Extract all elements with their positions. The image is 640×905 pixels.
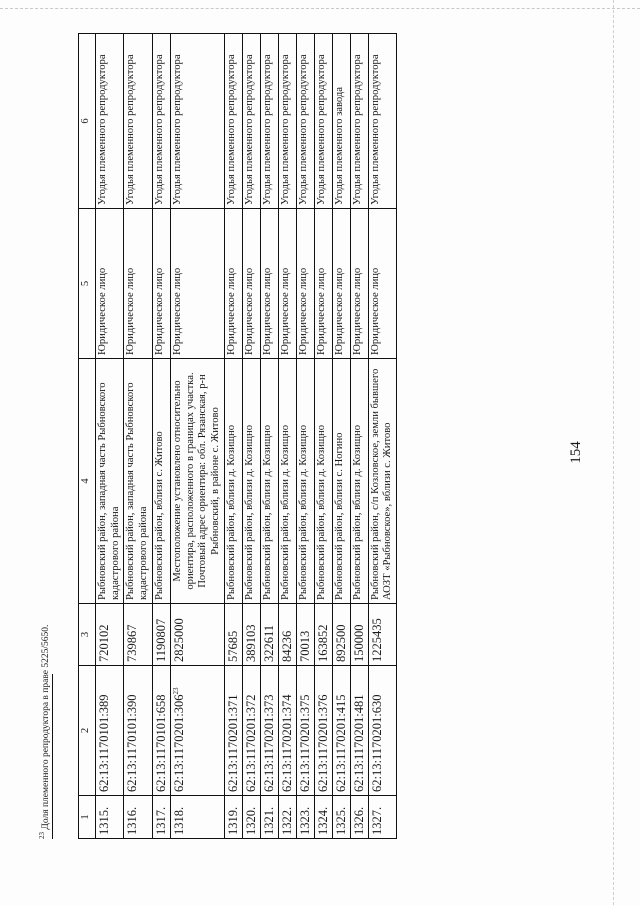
location-cell-text: Рыбновский район, вблизи д. Козищно: [279, 424, 291, 600]
location-cell-text: Рыбновский район, вблизи д. Козищно: [315, 424, 327, 600]
table-row: [170, 34, 224, 839]
cadastral-number-cell-text: 62:13:1170201:373: [261, 694, 276, 792]
cadastral-number-cell: [296, 666, 314, 796]
row-number-cell-text: 1325.: [333, 806, 348, 835]
area-cell: [96, 604, 124, 666]
land-purpose-cell-text: Угодья племенного репродуктора: [97, 54, 108, 205]
location-cell: [296, 359, 314, 604]
row-number-cell: [96, 796, 124, 839]
owner-type-cell: [224, 209, 242, 359]
footnote: [38, 625, 51, 839]
row-number-cell: [314, 796, 332, 839]
table-row: [368, 34, 396, 839]
footnote-text: Доля племенного репродуктора в праве 5225/5650.: [41, 624, 52, 830]
row-number-cell-text: 1319.: [225, 806, 240, 835]
column-header: 4: [79, 359, 96, 604]
area-cell-text: 1190807: [153, 618, 168, 662]
row-number-cell: [260, 796, 278, 839]
table-row: [96, 34, 124, 839]
area-cell: [260, 604, 278, 666]
location-cell: [314, 359, 332, 604]
area-cell-text: 892500: [333, 624, 348, 662]
table-row: [124, 34, 152, 839]
footnote-mark: 23: [38, 832, 46, 839]
land-purpose-cell-text: Угодья племенного репродуктора: [315, 54, 327, 205]
location-cell: [124, 359, 152, 604]
cadastral-number-cell: [350, 666, 368, 796]
area-cell: [332, 604, 350, 666]
land-purpose-cell: [152, 34, 170, 209]
row-number-cell-text: 1323.: [297, 806, 312, 835]
owner-type-cell-text: Юридическое лицо: [225, 267, 237, 355]
location-cell: [96, 359, 124, 604]
land-purpose-cell-text: Угодья племенного репродуктора: [125, 54, 137, 205]
owner-type-cell-text: Юридическое лицо: [351, 267, 363, 355]
land-purpose-cell-text: Угодья племенного репродуктора: [153, 54, 165, 205]
land-purpose-cell-text: Угодья племенного репродуктора: [279, 54, 291, 205]
area-cell-text: 57685: [225, 630, 240, 662]
parcels-table: [78, 33, 397, 839]
land-purpose-cell: [368, 34, 396, 209]
row-number-cell: [278, 796, 296, 839]
column-header: 5: [79, 209, 96, 359]
location-cell: [242, 359, 260, 604]
area-cell-text: 720102: [97, 624, 111, 662]
row-number-cell-text: 1316.: [125, 806, 140, 835]
land-purpose-cell-text: Угодья племенного репродуктора: [171, 54, 183, 205]
area-cell: [368, 604, 396, 666]
row-number-cell: [152, 796, 170, 839]
location-cell: [368, 359, 396, 604]
land-purpose-cell-text: Угодья племенного репродуктора: [297, 54, 309, 205]
footnote-divider: [52, 674, 53, 839]
cadastral-number-cell-text: 62:13:1170201:415: [333, 694, 348, 792]
area-cell-text: 739867: [125, 624, 140, 662]
table-row: [242, 34, 260, 839]
cadastral-number-cell-text: 62:13:1170201:372: [243, 694, 258, 792]
cadastral-number-cell: [96, 666, 124, 796]
cadastral-number-cell-text: 62:13:1170101:658: [153, 694, 168, 792]
location-cell-text: Рыбновский район, вблизи д. Козищно: [225, 424, 237, 600]
land-purpose-cell-text: Угодья племенного репродуктора: [243, 54, 255, 205]
land-purpose-cell-text: Угодья племенного репродуктора: [351, 54, 363, 205]
location-cell-text: Рыбновский район, западная часть Рыбновского кадастрового района: [125, 382, 150, 600]
location-cell-text: Рыбновский район, вблизи с. Житово: [153, 431, 165, 600]
land-purpose-cell-text: Угодья племенного завода: [333, 86, 345, 205]
owner-type-cell: [242, 209, 260, 359]
area-cell: [224, 604, 242, 666]
owner-type-cell: [350, 209, 368, 359]
table-row: [260, 34, 278, 839]
cadastral-number-cell: [152, 666, 170, 796]
page-number: 154: [568, 441, 584, 464]
cadastral-number-cell: [368, 666, 396, 796]
cadastral-number-cell-text: 62:13:1170201:371: [225, 694, 240, 792]
row-number-cell-text: 1318.: [171, 806, 186, 835]
location-cell-text: Рыбновский район, вблизи д. Козищно: [261, 424, 273, 600]
area-cell-text: 389103: [243, 624, 258, 662]
row-number-cell: [242, 796, 260, 839]
owner-type-cell-text: Юридическое лицо: [333, 267, 345, 355]
cadastral-number-cell: [332, 666, 350, 796]
area-cell-text: 2825000: [171, 618, 186, 662]
area-cell: [296, 604, 314, 666]
owner-type-cell: [368, 209, 396, 359]
owner-type-cell: [170, 209, 224, 359]
cadastral-number-cell-text: 62:13:1170201:376: [315, 694, 330, 792]
land-purpose-cell: [296, 34, 314, 209]
area-cell-text: 163852: [315, 624, 330, 662]
owner-type-cell: [278, 209, 296, 359]
land-purpose-cell: [278, 34, 296, 209]
area-cell: [350, 604, 368, 666]
row-number-cell-text: 1321.: [261, 806, 276, 835]
row-number-cell-text: 1317.: [153, 806, 168, 835]
owner-type-cell: [152, 209, 170, 359]
owner-type-cell-text: Юридическое лицо: [97, 267, 108, 355]
owner-type-cell: [124, 209, 152, 359]
cadastral-number-cell-text: 62:13:1170201:374: [279, 694, 294, 792]
column-header: 6: [79, 34, 96, 209]
row-number-cell-text: 1324.: [315, 806, 330, 835]
owner-type-cell-text: Юридическое лицо: [261, 267, 273, 355]
land-purpose-cell-text: Угодья племенного репродуктора: [369, 54, 381, 205]
table-row: [152, 34, 170, 839]
location-cell: [260, 359, 278, 604]
cadastral-number-cell-text: 62:13:1170201:481: [351, 694, 366, 792]
cadastral-number-cell-text: 62:13:1170201:630: [369, 694, 384, 792]
cadastral-number-cell-text: 62:13:1170101:390: [125, 694, 140, 792]
land-purpose-cell: [96, 34, 124, 209]
area-cell: [170, 604, 224, 666]
area-cell-text: 84236: [279, 630, 294, 662]
cadastral-number-cell: [224, 666, 242, 796]
area-cell-text: 322611: [261, 624, 276, 662]
owner-type-cell-text: Юридическое лицо: [315, 267, 327, 355]
location-cell-text: Местоположение установлено относительно ориентира, расположенного в границах участка. Почтовый адрес ориентира: обл. Рязанская, р-н Рыбновский, в районе с. Житово: [171, 372, 221, 590]
location-cell-text: Рыбновский район, с/п Козловское, земли бывшего АОЗТ «Рыбновское», вблизи с. Житово: [369, 368, 394, 600]
location-cell-text: Рыбновский район, западная часть Рыбновского кадастрового района: [97, 382, 121, 600]
row-number-cell: [124, 796, 152, 839]
row-number-cell-text: 1326.: [351, 806, 366, 835]
location-cell: [350, 359, 368, 604]
location-cell-text: Рыбновский район, вблизи д. Козищно: [243, 424, 255, 600]
row-number-cell: [170, 796, 224, 839]
location-cell-text: Рыбновский район, вблизи д. Козищно: [297, 424, 309, 600]
location-cell-text: Рыбновский район, вблизи с. Ногино: [333, 432, 345, 600]
land-purpose-cell: [224, 34, 242, 209]
owner-type-cell-text: Юридическое лицо: [279, 267, 291, 355]
land-purpose-cell: [124, 34, 152, 209]
table-row: [350, 34, 368, 839]
column-header: 2: [79, 666, 96, 796]
table-header-row: [79, 34, 96, 839]
owner-type-cell-text: Юридическое лицо: [369, 267, 381, 355]
owner-type-cell: [260, 209, 278, 359]
land-purpose-cell-text: Угодья племенного репродуктора: [225, 54, 237, 205]
location-cell: [152, 359, 170, 604]
land-purpose-cell: [260, 34, 278, 209]
owner-type-cell-text: Юридическое лицо: [171, 267, 183, 355]
owner-type-cell-text: Юридическое лицо: [125, 267, 137, 355]
table-row: [332, 34, 350, 839]
cadastral-number-cell: [170, 666, 224, 796]
table-row: [296, 34, 314, 839]
column-header: 1: [79, 796, 96, 839]
cadastral-number-cell: [124, 666, 152, 796]
owner-type-cell: [332, 209, 350, 359]
area-cell: [278, 604, 296, 666]
row-number-cell: [368, 796, 396, 839]
area-cell-text: 1225435: [369, 618, 384, 662]
location-cell: [224, 359, 242, 604]
row-number-cell-text: 1320.: [243, 806, 258, 835]
cadastral-number-cell-text: 62:13:1170101:389: [97, 694, 111, 792]
location-cell: [278, 359, 296, 604]
land-purpose-cell: [350, 34, 368, 209]
table-row: [278, 34, 296, 839]
cadastral-number-cell: [242, 666, 260, 796]
cadastral-number-cell: [314, 666, 332, 796]
area-cell-text: 70013: [297, 630, 312, 662]
owner-type-cell: [296, 209, 314, 359]
table-body: [96, 34, 397, 839]
location-cell: [170, 359, 224, 604]
owner-type-cell-text: Юридическое лицо: [297, 267, 309, 355]
cadastral-number-cell-text: 62:13:1170201:375: [297, 694, 312, 792]
land-purpose-cell: [332, 34, 350, 209]
owner-type-cell: [314, 209, 332, 359]
owner-type-cell: [96, 209, 124, 359]
row-number-cell: [332, 796, 350, 839]
land-purpose-cell: [314, 34, 332, 209]
land-purpose-cell-text: Угодья племенного репродуктора: [261, 54, 273, 205]
area-cell-text: 150000: [351, 624, 366, 662]
location-cell: [332, 359, 350, 604]
cadastral-number-cell: [278, 666, 296, 796]
area-cell: [314, 604, 332, 666]
area-cell: [152, 604, 170, 666]
owner-type-cell-text: Юридическое лицо: [153, 267, 165, 355]
row-number-cell: [350, 796, 368, 839]
land-purpose-cell: [242, 34, 260, 209]
footnote-reference: 23: [171, 687, 180, 695]
owner-type-cell-text: Юридическое лицо: [243, 267, 255, 355]
table-row: [314, 34, 332, 839]
location-cell-text: Рыбновский район, вблизи д. Козищно: [351, 424, 363, 600]
row-number-cell-text: 1327.: [369, 806, 384, 835]
row-number-cell-text: 1315.: [97, 806, 111, 835]
column-header: 3: [79, 604, 96, 666]
cadastral-number-cell-text: 62:13:1170201:306: [171, 694, 186, 792]
row-number-cell: [224, 796, 242, 839]
area-cell: [242, 604, 260, 666]
row-number-cell-text: 1322.: [279, 806, 294, 835]
row-number-cell: [296, 796, 314, 839]
table-row: [224, 34, 242, 839]
area-cell: [124, 604, 152, 666]
cadastral-number-cell: [260, 666, 278, 796]
land-purpose-cell: [170, 34, 224, 209]
